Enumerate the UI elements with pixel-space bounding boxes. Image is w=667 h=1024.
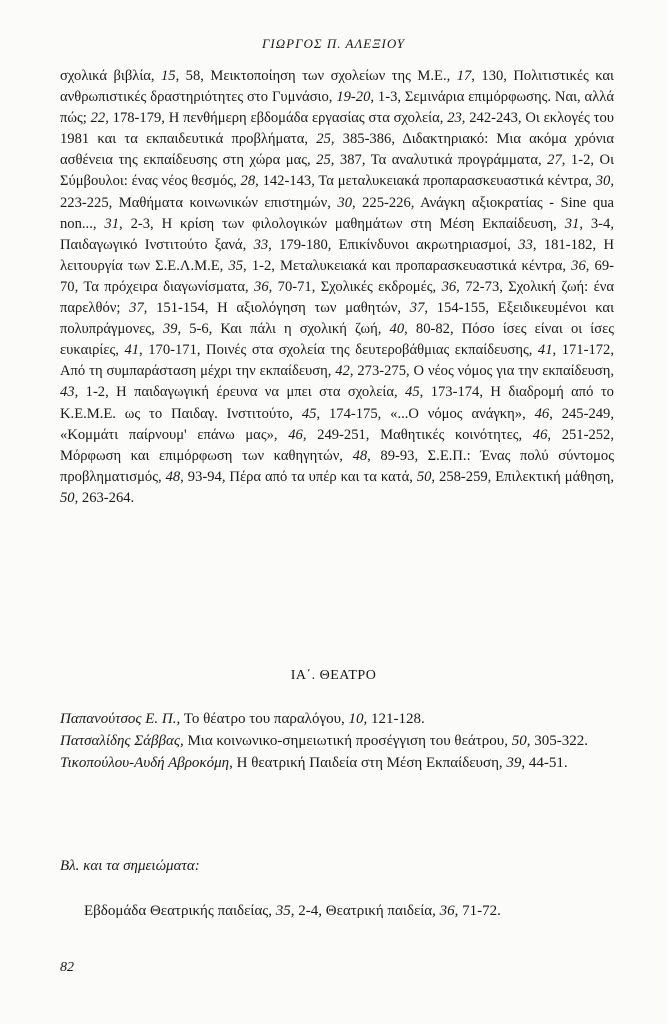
italic-run: 45 bbox=[301, 405, 317, 422]
italic-run: 15 bbox=[160, 68, 176, 84]
text-run: , 1-2, Η παιδαγωγική έρευνα να μπει στα σχολεία, bbox=[74, 384, 406, 401]
italic-run: 30 bbox=[337, 194, 352, 211]
text-run: , 174-175, «...Ο νόμος ανάγκη», bbox=[316, 405, 535, 422]
italic-run: 37 bbox=[129, 300, 144, 317]
italic-run: Τικοπούλου-Αυδή Αβροκόμη bbox=[60, 755, 230, 771]
text-run: , 142-143, Τα μεταλυκειακά προπαρασκευαστικά κέντρα, bbox=[255, 173, 596, 190]
italic-run: 45 bbox=[405, 384, 420, 401]
italic-run: 35 bbox=[228, 257, 244, 274]
text-run: , 1-3, Σεμινάρια επιμόρφωσης. Ναι, αλλά πώς; bbox=[60, 89, 614, 127]
text-run: , 273-275, Ο νέος νόμος για την εκπαίδευση, bbox=[349, 363, 614, 380]
italic-run: 40 bbox=[389, 321, 405, 338]
text-run: , Η θεατρική Παιδεία στη Μέση Εκπαίδευση, bbox=[229, 755, 507, 771]
text-run: , 178-179, Η πενθήμερη εβδομάδα εργασίας στα σχολεία, bbox=[105, 110, 448, 127]
text-run: , 2-4, Θεατρική παιδεία, bbox=[290, 903, 440, 919]
italic-run: 37 bbox=[409, 300, 425, 317]
index-paragraph bbox=[60, 66, 614, 509]
text-run: , 385-386, Διδακτηριακό: Μια ακόμα χρόνια ασθένεια της εκπαίδευσης στη χώρα μας, bbox=[60, 131, 614, 169]
text-run: , 305-322. bbox=[526, 733, 588, 749]
text-run: , 225-226, Ανάγκη αξιοκρατίας - Sine qua non..., bbox=[60, 194, 614, 232]
italic-run: 41 bbox=[124, 342, 140, 359]
text-run: , 70-71, Σχολικές εκδρομές, bbox=[268, 278, 442, 295]
italic-run: 46 bbox=[532, 426, 548, 443]
text-run: , Μια κοινωνικο-σημειωτική προσέγγιση του θεάτρου, bbox=[179, 733, 512, 749]
italic-run: 39 bbox=[162, 321, 178, 338]
italic-run: 25 bbox=[316, 131, 331, 148]
text-run: , 121-128. bbox=[363, 711, 425, 727]
italic-run: 35 bbox=[275, 903, 291, 919]
text-run: , 93-94, Πέρα από τα υπέρ και τα κατά, bbox=[180, 468, 417, 485]
text-run: , 173-174, Η διαδρομή από το Κ.Ε.Μ.Ε. ως το Παιδαγ. Ινστιτούτο, bbox=[60, 384, 614, 422]
text-run: , 258-259, Επιλεκτική μάθηση, bbox=[431, 468, 614, 485]
italic-run: 46 bbox=[288, 426, 303, 443]
text-run: , 80-82, Πόσο ίσες είναι οι ίσες ευκαιρίες, bbox=[60, 321, 614, 359]
text-run: , Το θέατρο του παραλόγου, bbox=[176, 711, 349, 727]
text-run: , 71-72. bbox=[454, 903, 501, 919]
italic-run: 17 bbox=[456, 68, 472, 84]
text-run: , 263-264. bbox=[74, 489, 135, 506]
text-run: , 179-180, Επικίνδυνοι ακρωτηριασμοί, bbox=[268, 236, 519, 253]
italic-run: 39 bbox=[506, 755, 522, 771]
italic-run: 36 bbox=[441, 278, 457, 295]
text-run: , 251-252, Μόρφωση και επιμόρφωση των καθηγητών, bbox=[60, 426, 614, 464]
italic-run: 30 bbox=[595, 173, 611, 190]
italic-run: 28 bbox=[240, 173, 256, 190]
italic-run: 25 bbox=[316, 152, 331, 169]
bibliography-list bbox=[60, 708, 614, 774]
text-run: , 1-2, Μεταλυκειακά και προπαρασκευαστικά κέντρα, bbox=[243, 257, 572, 274]
text-run: , 3-4, Παιδαγωγικό Ινστιτούτο ξανά, bbox=[60, 215, 614, 253]
section-heading: ΙΑ΄. ΘΕΑΤΡΟ bbox=[290, 668, 377, 683]
bibliography-entry bbox=[60, 752, 614, 774]
text-run: , 1-2, Οι Σύμβουλοι: ένας νέος θεσμός, bbox=[60, 152, 615, 190]
italic-run: 43 bbox=[60, 384, 75, 401]
italic-run: 42 bbox=[335, 363, 350, 380]
text-run: , 154-155, Εξειδικευμένοι και πολυπράγμονες, bbox=[60, 300, 615, 338]
italic-run: 50 bbox=[511, 733, 527, 749]
text-run: , 387, Τα αναλυτικά προγράμματα, bbox=[330, 152, 548, 169]
italic-run: Παπανούτσος Ε. Π. bbox=[60, 711, 177, 727]
italic-run: 50 bbox=[416, 468, 432, 485]
see-also-entry bbox=[84, 903, 624, 920]
bibliography-entry bbox=[60, 708, 614, 730]
page-number: 82 bbox=[60, 960, 74, 975]
italic-run: 50 bbox=[60, 489, 75, 506]
italic-run: 33 bbox=[253, 236, 269, 253]
italic-run: 48 bbox=[352, 447, 368, 464]
text-run: , 44-51. bbox=[521, 755, 568, 771]
text-run: , 130, Πολιτιστικές και ανθρωπιστικές δραστηριότητες στο Γυμνάσιο, bbox=[60, 68, 614, 106]
italic-run: 48 bbox=[165, 468, 181, 485]
text-run: , 223-225, Μαθήματα κοινωνικών επιστημών, bbox=[60, 173, 614, 211]
italic-run: 19-20 bbox=[336, 89, 371, 106]
text-run: σχολικά βιβλία, bbox=[60, 68, 161, 84]
text-run: Εβδομάδα Θεατρικής παιδείας, bbox=[84, 903, 276, 919]
italic-run: 36 bbox=[254, 278, 269, 295]
italic-run: 33 bbox=[518, 236, 533, 253]
italic-run: Πατσαλίδης Σάββας bbox=[60, 733, 180, 749]
italic-run: 22 bbox=[90, 110, 106, 127]
italic-run: 36 bbox=[439, 903, 455, 919]
text-run: , 72-73, Σχολική ζωή: ένα παρελθόν; bbox=[60, 278, 614, 317]
text-run: , 245-249, «Κομμάτι παίρνουμ' επάνω μας», bbox=[60, 405, 614, 443]
text-run: , 171-172, Από τη συμπαράσταση μέχρι την εκπαίδευση, bbox=[60, 342, 614, 380]
text-run: , 151-154, Η αξιολόγηση των μαθητών, bbox=[143, 300, 410, 317]
italic-run: 10 bbox=[348, 711, 364, 727]
running-head: ΓΙΩΡΓΟΣ Π. ΑΛΕΞΙΟΥ bbox=[262, 36, 405, 51]
bibliography-entry bbox=[60, 730, 614, 752]
text-run: , 242-243, Οι εκλογές του 1981 και τα εκπαιδευτικά προβλήματα, bbox=[60, 110, 614, 148]
italic-run: 36 bbox=[571, 257, 586, 274]
italic-run: 31 bbox=[104, 215, 119, 232]
text-run: , 181-182, Η λειτουργία των Σ.Ε.Λ.Μ.Ε, bbox=[60, 236, 614, 274]
text-run: , 89-93, Σ.Ε.Π.: Ένας πολύ σύντομος προβληματισμός, bbox=[60, 447, 615, 485]
text-run: , 2-3, Η κρίση των φιλολογικών μαθημάτων στη Μέση Εκπαίδευση, bbox=[119, 215, 565, 232]
text-run: , 249-251, Μαθητικές κοινότητες, bbox=[302, 426, 533, 443]
text-run: , 69-70, Τα πρόχειρα διαγωνίσματα, bbox=[60, 257, 614, 295]
text-run: , 5-6, Και πάλι η σχολική ζωή, bbox=[177, 321, 390, 338]
text-run: , 58, Μεικτοποίηση των σχολείων της Μ.Ε., bbox=[175, 68, 457, 84]
text-run: , 170-171, Ποινές στα σχολεία της δευτεροβάθμιας εκπαίδευσης, bbox=[139, 342, 538, 359]
italic-run: 23 bbox=[447, 110, 462, 127]
see-also-label: Βλ. και τα σημειώματα: bbox=[60, 858, 200, 874]
italic-run: 31 bbox=[564, 215, 580, 232]
italic-run: 27 bbox=[547, 152, 562, 169]
italic-run: 41 bbox=[537, 342, 553, 359]
italic-run: 46 bbox=[534, 405, 550, 422]
